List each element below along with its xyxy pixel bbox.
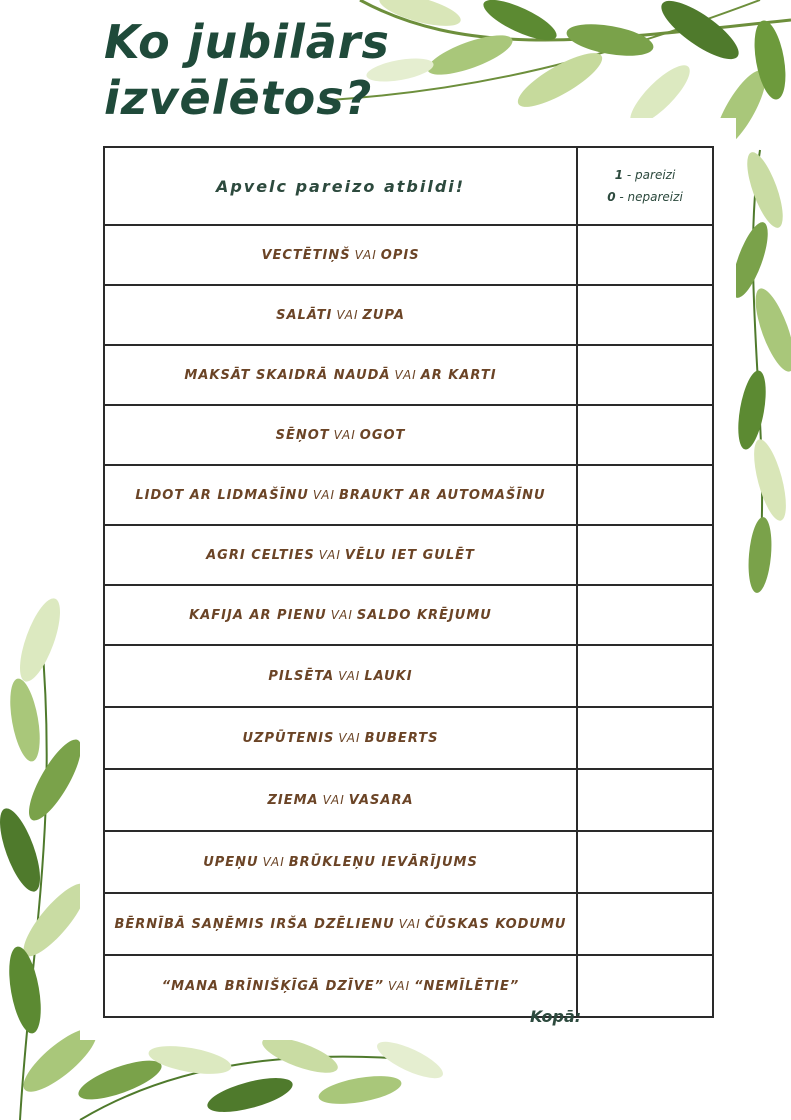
connector-word: VAI (338, 668, 361, 683)
instruction-text: Apvelc pareizo atbildi! (104, 147, 577, 225)
table-row (104, 465, 713, 525)
connector-word: VAI (398, 916, 421, 931)
table-row (104, 893, 713, 955)
question-cell[interactable] (104, 645, 577, 707)
option-a[interactable]: “MANA BRĪNIŠĶĪGĀ DZĪVE” (161, 978, 385, 994)
score-cell[interactable] (577, 405, 713, 465)
question-cell[interactable] (104, 405, 577, 465)
score-cell[interactable] (577, 525, 713, 585)
legend-correct-number: 1 (614, 168, 624, 182)
question-cell[interactable] (104, 831, 577, 893)
option-b[interactable]: BUBERTS (364, 730, 439, 746)
option-b[interactable]: OPIS (380, 247, 420, 263)
legend-wrong-number: 0 (607, 190, 616, 204)
table-header-row (104, 147, 713, 225)
question-cell[interactable] (104, 585, 577, 645)
option-a[interactable]: ZIEMA (267, 792, 319, 808)
legend-correct-label: - pareizi (626, 168, 676, 182)
option-a[interactable]: PILSĒTA (268, 668, 335, 684)
connector-word: VAI (336, 307, 359, 322)
option-a[interactable]: VECTĒTIŅŠ (261, 247, 351, 263)
title-line-2: izvēlētos? (104, 71, 373, 125)
option-a[interactable]: UZPŪTENIS (242, 730, 335, 746)
score-cell[interactable] (577, 769, 713, 831)
connector-word: VAI (388, 978, 411, 993)
legend-wrong-label: - nepareizi (619, 190, 683, 204)
connector-word: VAI (330, 607, 353, 622)
table-row (104, 585, 713, 645)
option-b[interactable]: “NEMĪLĒTIE” (414, 978, 520, 994)
scoring-legend (577, 147, 713, 225)
score-cell[interactable] (577, 225, 713, 285)
question-cell[interactable] (104, 285, 577, 345)
table-row (104, 831, 713, 893)
score-cell[interactable] (577, 831, 713, 893)
option-b[interactable]: OGOT (359, 427, 406, 443)
option-b[interactable]: BRŪKLEŅU IEVĀRĪJUMS (288, 854, 478, 870)
table-row (104, 955, 713, 1017)
option-a[interactable]: SALĀTI (276, 307, 333, 323)
option-a[interactable]: KAFIJA AR PIENU (189, 607, 327, 623)
option-b[interactable]: SALDO KRĒJUMU (356, 607, 492, 623)
option-a[interactable]: UPEŅU (203, 854, 259, 870)
option-b[interactable]: VASARA (348, 792, 414, 808)
connector-word: VAI (354, 247, 377, 262)
table-row (104, 405, 713, 465)
connector-word: VAI (262, 854, 285, 869)
table-row (104, 525, 713, 585)
table-row (104, 285, 713, 345)
option-b[interactable]: BRAUKT AR AUTOMAŠĪNU (339, 487, 546, 503)
score-cell[interactable] (577, 585, 713, 645)
connector-word: VAI (333, 427, 356, 442)
option-b[interactable]: ZUPA (362, 307, 405, 323)
option-a[interactable]: AGRI CELTIES (206, 547, 315, 563)
question-cell[interactable] (104, 345, 577, 405)
table-row (104, 645, 713, 707)
table-row (104, 707, 713, 769)
option-b[interactable]: AR KARTI (420, 367, 497, 383)
connector-word: VAI (338, 730, 361, 745)
connector-word: VAI (312, 487, 336, 502)
question-cell[interactable] (104, 465, 577, 525)
quiz-table (103, 146, 714, 1018)
connector-word: VAI (322, 792, 345, 807)
question-cell[interactable] (104, 769, 577, 831)
question-cell[interactable] (104, 707, 577, 769)
question-cell[interactable] (104, 225, 577, 285)
option-b[interactable]: ČŪSKAS KODUMU (424, 916, 567, 932)
option-a[interactable]: BĒRNĪBĀ SAŅĒMIS IRŠA DZĒLIENU (114, 916, 395, 932)
page-title (104, 14, 390, 126)
score-cell[interactable] (577, 893, 713, 955)
connector-word: VAI (394, 367, 417, 382)
score-cell[interactable] (577, 645, 713, 707)
title-line-1: Ko jubilārs (104, 15, 390, 69)
score-cell[interactable] (577, 345, 713, 405)
score-cell[interactable] (577, 707, 713, 769)
question-cell[interactable] (104, 955, 577, 1017)
table-row (104, 345, 713, 405)
question-cell[interactable] (104, 893, 577, 955)
question-cell[interactable] (104, 525, 577, 585)
option-b[interactable]: VĒLU IET GULĒT (344, 547, 475, 563)
score-cell[interactable] (577, 955, 713, 1017)
score-cell[interactable] (577, 465, 713, 525)
option-a[interactable]: MAKSĀT SKAIDRĀ NAUDĀ (184, 367, 391, 383)
connector-word: VAI (318, 547, 341, 562)
table-row (104, 225, 713, 285)
option-b[interactable]: LAUKI (364, 668, 413, 684)
table-row (104, 769, 713, 831)
option-a[interactable]: LIDOT AR LIDMAŠĪNU (135, 487, 309, 503)
total-label: Kopā: (530, 1007, 582, 1026)
option-a[interactable]: SĒŅOT (275, 427, 330, 443)
score-cell[interactable] (577, 285, 713, 345)
